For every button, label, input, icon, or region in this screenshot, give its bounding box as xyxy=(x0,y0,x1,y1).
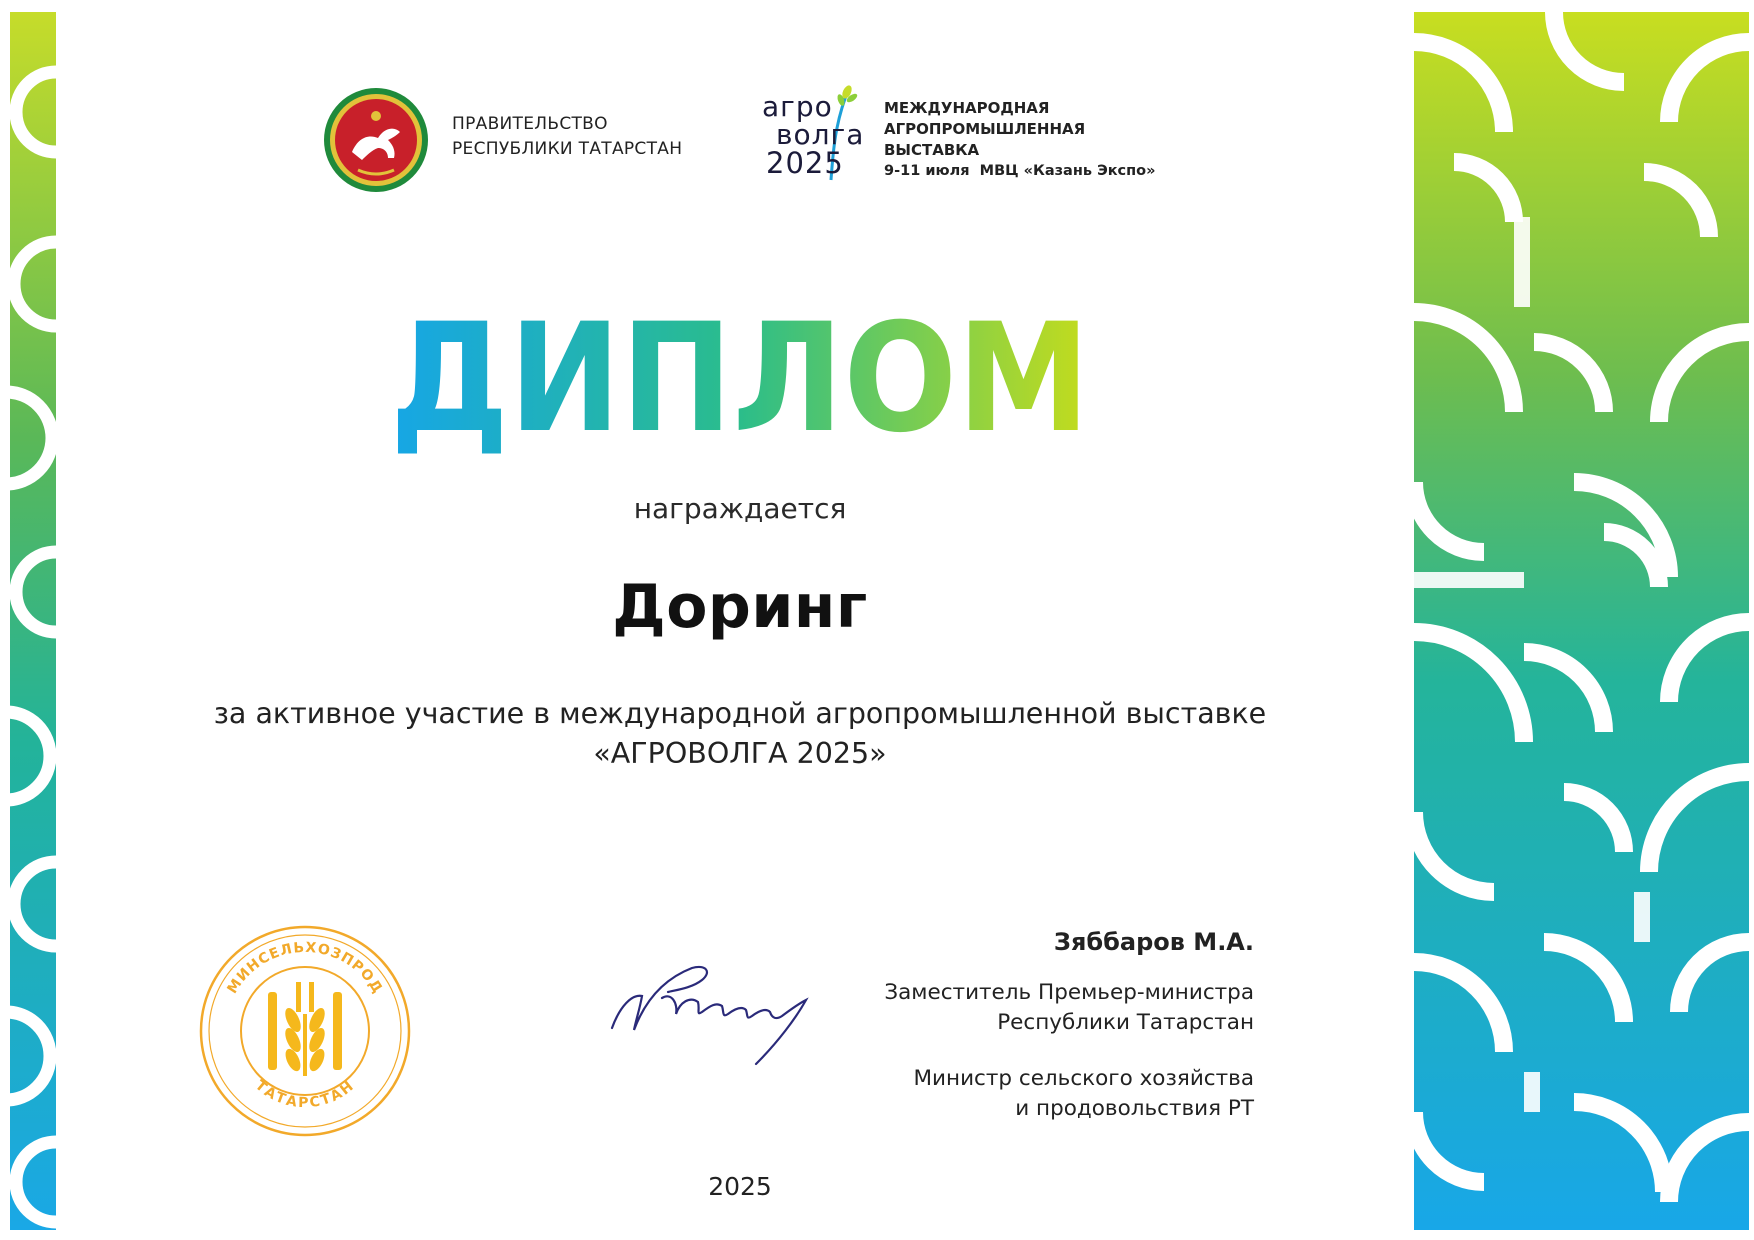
signatory-position-1-line-2: Республики Татарстан xyxy=(997,1010,1254,1035)
diploma-title-text: ДИПЛОМ xyxy=(390,300,1090,460)
signatory-position-1-line-1: Заместитель Премьер-министра xyxy=(884,980,1254,1005)
exhibition-line-3: ВЫСТАВКА xyxy=(884,141,980,159)
award-reason-line-1: за активное участие в международной агропромышленной выставке xyxy=(213,697,1267,730)
recipient-name: Доринг xyxy=(612,572,868,642)
signatory-position-1 xyxy=(884,978,1254,1038)
tatarstan-coat-of-arms-icon xyxy=(322,86,430,194)
seal-bottom-text: ТАТАРСТАН xyxy=(251,1077,359,1112)
exhibition-venue: МВЦ «Казань Экспо» xyxy=(979,163,1156,179)
signatory-position-2-line-2: и продовольствия РТ xyxy=(1015,1096,1254,1121)
exhibition-dates: 9-11 июля xyxy=(884,163,970,179)
award-reason xyxy=(0,694,1480,774)
seal-top-text: МИНСЕЛЬХОЗПРОД xyxy=(224,939,386,997)
handwritten-signature xyxy=(606,958,822,1070)
exhibition-line-2: АГРОПРОМЫШЛЕННАЯ xyxy=(884,120,1086,138)
government-name xyxy=(452,112,682,162)
exhibition-line-1: МЕЖДУНАРОДНАЯ xyxy=(884,99,1050,117)
awarded-label: награждается xyxy=(633,492,847,525)
agrovolga-2025-logo xyxy=(762,82,870,184)
signatory-position-2-line-1: Министр сельского хозяйства xyxy=(913,1066,1254,1091)
ministry-wheat-seal-icon xyxy=(196,922,414,1140)
logo-word-volga: волга xyxy=(776,118,865,151)
government-line-1: ПРАВИТЕЛЬСТВО xyxy=(452,114,608,134)
certificate-year: 2025 xyxy=(708,1172,772,1201)
exhibition-dates-venue xyxy=(884,161,1156,182)
logo-word-year: 2025 xyxy=(766,146,844,180)
signatory-position-2 xyxy=(914,1064,1255,1124)
logo-word-agro: агро xyxy=(762,90,833,123)
diploma-title xyxy=(380,300,1100,460)
award-reason-line-2: «АГРОВОЛГА 2025» xyxy=(593,737,887,770)
signatory-name: Зяббаров М.А. xyxy=(1053,928,1254,956)
government-line-2: РЕСПУБЛИКИ ТАТАРСТАН xyxy=(452,139,683,159)
exhibition-info xyxy=(884,98,1156,182)
